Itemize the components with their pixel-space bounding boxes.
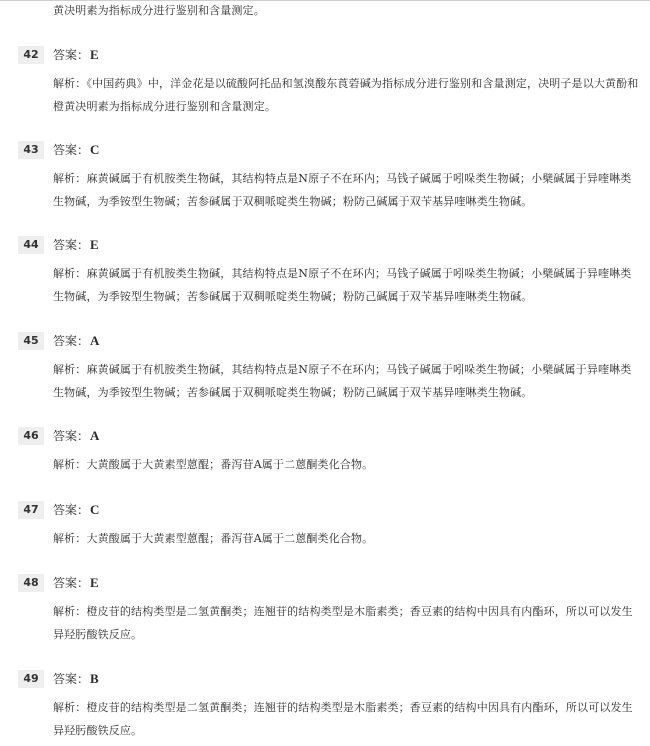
answer-line	[53, 45, 99, 65]
analysis-text: 解析：麻黄碱属于有机胺类生物碱，其结构特点是N原子不在环内；马钱子碱属于吲哚类生物碱；小檗碱属于异喹啉类生物碱，为季铵型生物碱；苦参碱属于双稠哌啶类生物碱；粉防己碱属于双苄基异喹啉类生物碱。	[53, 172, 632, 208]
question-number-badge: 44	[18, 236, 44, 254]
answer-line	[53, 140, 99, 160]
answer-letter: B	[90, 671, 99, 686]
answer-label: 答案：	[53, 429, 90, 443]
analysis-text: 解析：麻黄碱属于有机胺类生物碱，其结构特点是N原子不在环内；马钱子碱属于吲哚类生物碱；小檗碱属于异喹啉类生物碱，为季铵型生物碱；苦参碱属于双稠哌啶类生物碱；粉防己碱属于双苄基异喹啉类生物碱。	[53, 363, 632, 399]
answer-letter: C	[90, 502, 100, 517]
answer-label: 答案：	[53, 143, 90, 157]
answer-letter: A	[90, 333, 100, 348]
question-header	[0, 500, 650, 520]
answer-line	[53, 573, 99, 593]
question-number-badge: 49	[18, 670, 44, 688]
question-number-badge: 42	[18, 46, 44, 64]
question-number-badge: 45	[18, 332, 44, 350]
answer-letter: E	[90, 237, 99, 252]
question-header	[0, 235, 650, 255]
answer-label: 答案：	[53, 334, 90, 348]
question-number-badge: 47	[18, 501, 44, 519]
answer-label: 答案：	[53, 576, 90, 590]
answer-label: 答案：	[53, 672, 90, 686]
continued-analysis-text: 黄决明素为指标成分进行鉴别和含量测定。	[53, 4, 265, 17]
analysis-text: 解析：《中国药典》中，洋金花是以硫酸阿托品和氢溴酸东莨菪碱为指标成分进行鉴别和含量测定，决明子是以大黄酚和橙黄决明素为指标成分进行鉴别和含量测定。	[53, 77, 639, 113]
question-number-badge: 48	[18, 574, 44, 592]
answer-line	[53, 500, 99, 520]
analysis-text: 解析：橙皮苷的结构类型是二氢黄酮类；连翘苷的结构类型是木脂素类；香豆素的结构中因具有内酯环，所以可以发生异羟肟酸铁反应。	[53, 701, 633, 737]
answer-letter: A	[90, 428, 100, 443]
question-number-badge: 46	[18, 427, 44, 445]
answer-line	[53, 669, 99, 689]
answer-letter: E	[90, 575, 99, 590]
question-number-badge: 43	[18, 141, 44, 159]
answer-label: 答案：	[53, 48, 90, 62]
question-header	[0, 140, 650, 160]
question-header	[0, 45, 650, 65]
analysis-text: 解析：麻黄碱属于有机胺类生物碱，其结构特点是N原子不在环内；马钱子碱属于吲哚类生物碱；小檗碱属于异喹啉类生物碱，为季铵型生物碱；苦参碱属于双稠哌啶类生物碱；粉防己碱属于双苄基异喹啉类生物碱。	[53, 267, 632, 303]
answer-label: 答案：	[53, 238, 90, 252]
question-header	[0, 426, 650, 446]
analysis-text: 解析：大黄酸属于大黄素型蒽醌；番泻苷A属于二蒽酮类化合物。	[53, 458, 374, 471]
answer-line	[53, 331, 99, 351]
answer-line	[53, 426, 99, 446]
analysis-text: 解析：橙皮苷的结构类型是二氢黄酮类；连翘苷的结构类型是木脂素类；香豆素的结构中因具有内酯环，所以可以发生异羟肟酸铁反应。	[53, 605, 633, 641]
answer-line	[53, 235, 99, 255]
analysis-text: 解析：大黄酸属于大黄素型蒽醌；番泻苷A属于二蒽酮类化合物。	[53, 532, 374, 545]
question-header	[0, 573, 650, 593]
question-header	[0, 331, 650, 351]
answer-letter: E	[90, 47, 99, 62]
answer-label: 答案：	[53, 503, 90, 517]
answer-letter: C	[90, 142, 100, 157]
question-header	[0, 669, 650, 689]
